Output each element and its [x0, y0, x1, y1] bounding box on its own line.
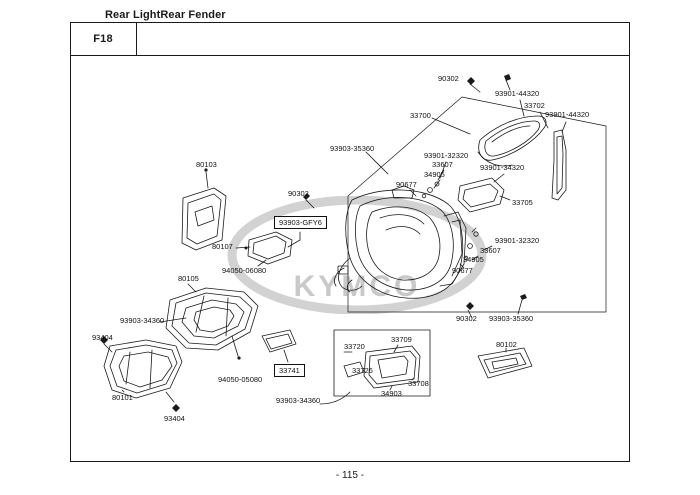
page-number: - 115 - — [335, 470, 365, 481]
callout-90302-left: 90302 — [288, 189, 309, 198]
callout-93903-34360-b: 93903-34360 — [276, 396, 321, 405]
callout-80105: 80105 — [178, 274, 199, 283]
callout-93901-32320-a: 93901-32320 — [424, 151, 469, 160]
callout-93901-34320: 93901-34320 — [480, 163, 525, 172]
callout-93903-gfy6: 93903-GFY6 — [274, 216, 327, 229]
callout-33720: 33720 — [344, 342, 365, 351]
callout-93901-44320-b: 93901-44320 — [545, 110, 590, 119]
section-code: F18 — [93, 32, 113, 45]
callout-80101: 80101 — [112, 393, 133, 402]
callout-33607-b: 33607 — [480, 246, 501, 255]
callout-94050-05080: 94050-05080 — [218, 375, 263, 384]
callout-33705: 33705 — [512, 198, 533, 207]
callout-93903-35360-a: 93903-35360 — [330, 144, 375, 153]
callout-80103: 80103 — [196, 160, 217, 169]
callout-90677-b: 90677 — [452, 266, 473, 275]
callout-80102: 80102 — [496, 340, 517, 349]
callout-33726: 33726 — [352, 366, 373, 375]
callout-33702: 33702 — [524, 101, 545, 110]
callout-93903-35360-b: 93903-35360 — [489, 314, 534, 323]
callout-80107: 80107 — [212, 242, 233, 251]
callout-34903: 34903 — [381, 389, 402, 398]
callout-33607-a: 33607 — [432, 160, 453, 169]
callout-93404-a: 93404 — [92, 333, 113, 342]
callout-90677-a: 90677 — [396, 180, 417, 189]
callout-90302-bottom: 90302 — [456, 314, 477, 323]
callout-93404-b: 93404 — [164, 414, 185, 423]
page-title: Rear LightRear Fender — [105, 9, 226, 21]
callout-33741: 33741 — [274, 364, 305, 377]
callout-33700: 33700 — [410, 111, 431, 120]
callout-90302-top: 90302 — [438, 74, 459, 83]
callout-34905-b: 34905 — [463, 255, 484, 264]
callout-94050-06080: 94050-06080 — [222, 266, 267, 275]
callout-33709: 33709 — [391, 335, 412, 344]
callout-93903-34360-a: 93903-34360 — [120, 316, 165, 325]
callout-34905-a: 34905 — [424, 170, 445, 179]
callout-93901-32320-b: 93901-32320 — [495, 236, 540, 245]
watermark-text: KYMCO — [293, 270, 421, 303]
callout-33708: 33708 — [408, 379, 429, 388]
callout-93901-44320-a: 93901-44320 — [495, 89, 540, 98]
